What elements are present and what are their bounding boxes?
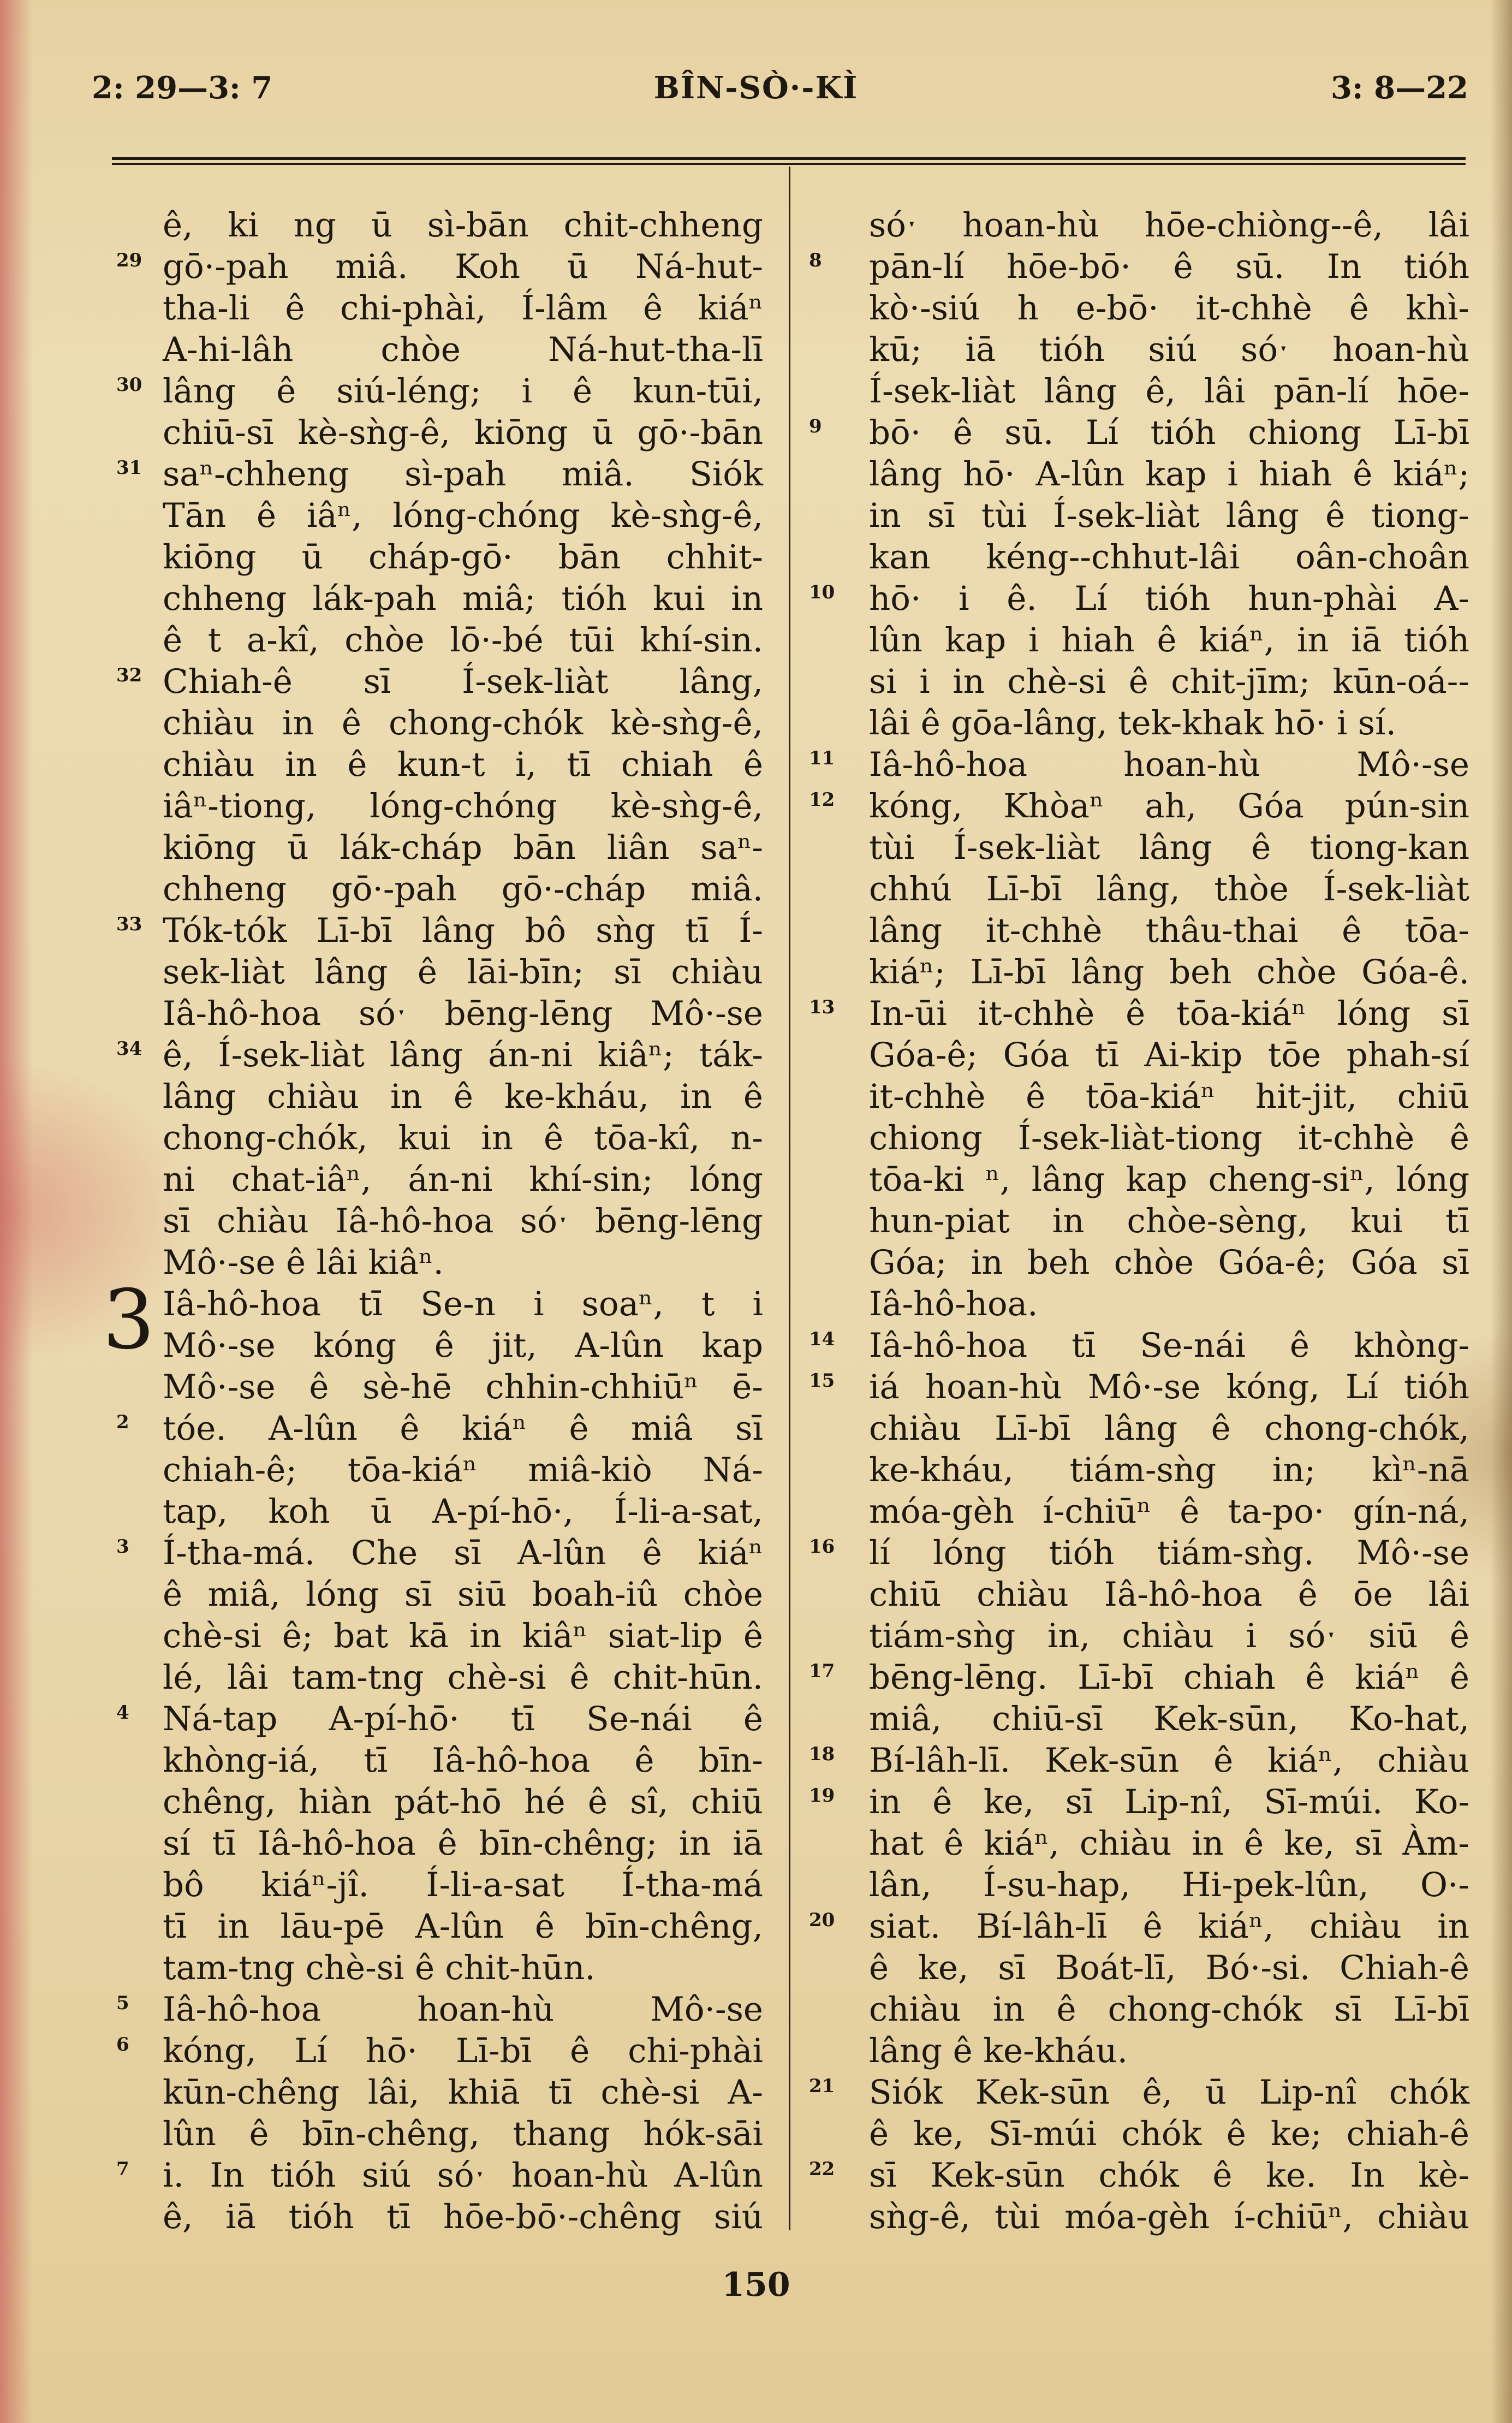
line-text: lâng hō· A-lûn kap i hiah ê kiáⁿ; (869, 455, 1469, 494)
line-text: saⁿ-chheng sì-pah miâ. Siók (163, 455, 763, 494)
text-line (809, 1657, 1469, 1699)
header-rule-thin (112, 163, 1466, 165)
line-text: kóng, Khòaⁿ ah, Góa pún-sin (869, 787, 1469, 826)
verse-number: 19 (809, 1785, 835, 1807)
line-text: ê t a-kî, chòe lō·-bé tūi khí-sin. (163, 621, 763, 660)
line-text: chêng, hiàn pát-hō hé ê sî, chiū (163, 1783, 763, 1821)
text-line (869, 952, 1469, 993)
page-number: 150 (722, 2266, 790, 2304)
text-line (869, 1823, 1469, 1864)
text-line (869, 371, 1469, 412)
line-text: Iâ-hô-hoa tī Se-nái ê khòng- (869, 1326, 1469, 1365)
line-text: kū; iā tióh siú sóˑ hoan-hù (869, 330, 1469, 369)
text-line (163, 620, 763, 661)
column-divider (789, 167, 790, 2230)
text-line (869, 2113, 1469, 2155)
verse-number: 12 (809, 789, 835, 811)
verse-number: 15 (809, 1370, 835, 1392)
left-text-column (103, 205, 763, 2238)
text-line (163, 1657, 763, 1699)
verse-number: 34 (116, 1038, 142, 1060)
text-line (869, 661, 1469, 703)
line-text: sí tī Iâ-hô-hoa ê bīn-chêng; in iā (163, 1824, 763, 1863)
line-text: kiáⁿ; Lī-bī lâng beh chòe Góa-ê. (869, 953, 1469, 991)
text-line (869, 1284, 1469, 1325)
line-text: lûn ê bīn-chêng, thang hók-sāi (163, 2115, 763, 2153)
verse-number: 18 (809, 1743, 835, 1765)
line-text: Í-tha-má. Che sī A-lûn ê kiáⁿ (163, 1534, 763, 1572)
verse-number: 9 (809, 415, 822, 437)
text-line (869, 288, 1469, 329)
verse-number: 21 (809, 2075, 835, 2097)
text-line (809, 1781, 1469, 1823)
text-line (163, 2072, 763, 2113)
text-line (163, 578, 763, 620)
line-text: chong-chók, kui in ê tōa-kî, n- (163, 1119, 763, 1157)
text-line (809, 1740, 1469, 1781)
line-text: kūn-chêng lâi, khiā tī chè-si A- (163, 2073, 763, 2112)
line-text: chiàu Lī-bī lâng ê chong-chók, (869, 1409, 1469, 1448)
header-right-range: 3: 8—22 (1330, 70, 1468, 106)
text-line (869, 1574, 1469, 1616)
verse-number: 10 (809, 581, 835, 603)
line-text: chiah-ê; tōa-kiáⁿ miâ-kiò Ná- (163, 1451, 763, 1489)
line-text: ê, iā tióh tī hōe-bō·-chêng siú (163, 2198, 763, 2236)
line-text: chheng lák-pah miâ; tióh kui in (163, 579, 763, 618)
text-line (116, 371, 763, 412)
text-line (163, 329, 763, 371)
line-text: kan kéng--chhut-lâi oân-choân (869, 538, 1469, 577)
text-line (163, 1864, 763, 1906)
text-line (116, 1989, 763, 2030)
line-text: bō· ê sū. Lí tióh chiong Lī-bī (869, 413, 1469, 452)
text-line (116, 1035, 763, 1076)
text-line (869, 1408, 1469, 1450)
line-text: chiàu in ê kun-t i, tī chiah ê (163, 745, 763, 784)
text-line (869, 1450, 1469, 1491)
text-line (869, 329, 1469, 371)
text-line (809, 993, 1469, 1035)
right-text-column (809, 205, 1469, 2238)
text-line (809, 1533, 1469, 1574)
text-line (163, 1491, 763, 1533)
text-line (163, 869, 763, 910)
text-line (869, 910, 1469, 952)
line-text: lé, lâi tam-tng chè-si ê chit-hūn. (163, 1658, 763, 1697)
header-book-title: BÎN-SÒ·-KÌ (653, 70, 859, 106)
line-text: khòng-iá, tī Iâ-hô-hoa ê bīn- (163, 1741, 763, 1780)
line-text: lí lóng tióh tiám-sǹg. Mô·-se (869, 1534, 1469, 1572)
text-line (869, 827, 1469, 869)
text-line (869, 1864, 1469, 1906)
text-line (116, 910, 763, 952)
verse-number: 13 (809, 996, 835, 1018)
line-text: Chiah-ê sī Í-sek-liàt lâng, (163, 662, 763, 701)
verse-number: 33 (116, 913, 142, 935)
line-text: siat. Bí-lâh-lī ê kiáⁿ, chiàu in (869, 1907, 1469, 1946)
line-text: in ê ke, sī Lip-nî, Sī-múi. Ko- (869, 1783, 1469, 1821)
line-text: Mô·-se ê lâi kiâⁿ. (163, 1243, 444, 1282)
text-line (869, 2196, 1469, 2238)
text-line (163, 827, 763, 869)
verse-number: 20 (809, 1909, 835, 1931)
verse-number: 6 (116, 2034, 129, 2056)
line-text: Bí-lâh-lī. Kek-sūn ê kiáⁿ, chiàu (869, 1741, 1469, 1780)
text-line (869, 1947, 1469, 1989)
text-line (809, 1367, 1469, 1408)
text-line (163, 412, 763, 454)
line-text: Góa-ê; Góa tī Ai-kip tōe phah-sí (869, 1036, 1469, 1074)
text-line (163, 1242, 763, 1284)
line-text: sǹg-ê, tùi móa-gèh í-chiūⁿ, chiàu (869, 2198, 1469, 2236)
verse-number: 7 (116, 2158, 129, 2180)
line-text: sī chiàu Iâ-hô-hoa sóˑ bēng-lēng (163, 1202, 763, 1240)
page-edge-shadow (1490, 0, 1512, 2423)
line-text: Tān ê iâⁿ, lóng-chóng kè-sǹg-ê, (163, 496, 763, 535)
text-line (163, 2113, 763, 2155)
text-line (163, 495, 763, 537)
line-text: chè-si ê; bat kā in kiâⁿ siat-lip ê (163, 1617, 763, 1655)
line-text: tap, koh ū A-pí-hō·, Í-li-a-sat, (163, 1492, 763, 1531)
header-rule-thick (112, 157, 1466, 160)
text-line (869, 2030, 1469, 2072)
text-line (116, 1699, 763, 1740)
line-text: tōa-ki ⁿ, lâng kap cheng-siⁿ, lóng (869, 1160, 1469, 1199)
line-text: Iâ-hô-hoa tī Se-n i soaⁿ, t i (163, 1285, 763, 1323)
line-text: lâng chiàu in ê ke-kháu, in ê (163, 1077, 763, 1116)
chapter-number: 3 (103, 1273, 155, 1368)
verse-number: 31 (116, 457, 142, 479)
verse-number: 5 (116, 1992, 129, 2014)
text-line (869, 1159, 1469, 1201)
text-line (163, 1325, 763, 1367)
verse-number: 3 (116, 1536, 129, 1558)
text-line (869, 454, 1469, 495)
verse-number: 11 (809, 747, 835, 769)
verse-number: 32 (116, 664, 142, 686)
text-line (116, 661, 763, 703)
line-text: Siók Kek-sūn ê, ū Lip-nî chók (869, 2073, 1469, 2112)
line-text: Mô·-se ê sè-hē chhin-chhiūⁿ ē- (163, 1368, 763, 1406)
text-line (163, 744, 763, 786)
line-text: ni chat-iâⁿ, án-ni khí-sin; lóng (163, 1160, 763, 1199)
text-line (163, 1947, 763, 1989)
line-text: chiàu in ê chong-chók sī Lī-bī (869, 1990, 1469, 2029)
line-text: bēng-lēng. Lī-bī chiah ê kiáⁿ ê (869, 1658, 1469, 1697)
line-text: Tók-tók Lī-bī lâng bô sǹg tī Í- (163, 911, 763, 950)
page-edge-stain (0, 0, 33, 2423)
verse-number: 2 (116, 1411, 129, 1433)
text-line (163, 1367, 763, 1408)
verse-number: 22 (809, 2158, 835, 2180)
text-line (163, 205, 763, 246)
verse-number: 4 (116, 1702, 129, 1724)
line-text: lâng ê ke-kháu. (869, 2032, 1128, 2070)
line-text: Iâ-hô-hoa. (869, 1285, 1038, 1323)
text-line (163, 288, 763, 329)
line-text: tha-li ê chi-phài, Í-lâm ê kiáⁿ (163, 289, 763, 328)
line-text: tóe. A-lûn ê kiáⁿ ê miâ sī (163, 1409, 763, 1448)
text-line (163, 1118, 763, 1159)
text-line (869, 495, 1469, 537)
header-left-range: 2: 29—3: 7 (92, 70, 273, 106)
line-text: Iâ-hô-hoa sóˑ bēng-lēng Mô·-se (163, 994, 763, 1033)
verse-number: 17 (809, 1660, 835, 1682)
text-line (809, 578, 1469, 620)
line-text: i. In tióh siú sóˑ hoan-hù A-lûn (163, 2156, 763, 2195)
text-line (869, 1989, 1469, 2030)
line-text: in sī tùi Í-sek-liàt lâng ê tiong- (869, 496, 1469, 535)
line-text: A-hi-lâh chòe Ná-hut-tha-lī (163, 330, 763, 369)
line-text: pān-lí hōe-bō· ê sū. In tióh (869, 247, 1469, 286)
text-line (809, 2072, 1469, 2113)
line-text: sóˑ hoan-hù hōe-chiòng--ê, lâi (869, 206, 1469, 245)
line-text: kiōng ū cháp-gō· bān chhit- (163, 538, 763, 577)
verse-number: 14 (809, 1328, 835, 1350)
line-text: chiū-sī kè-sǹg-ê, kiōng ū gō·-bān (163, 413, 763, 452)
line-text: lâi ê gōa-lâng, tek-khak hō· i sí. (869, 704, 1396, 743)
text-line (809, 1325, 1469, 1367)
text-line (163, 2196, 763, 2238)
line-text: ke-kháu, tiám-sǹg in; kìⁿ-nā (869, 1451, 1469, 1489)
verse-number: 29 (116, 250, 142, 271)
line-text: ê, Í-sek-liàt lâng án-ni kiâⁿ; ták- (163, 1036, 763, 1074)
line-text: ê, ki ng ū sì-bān chit-chheng (163, 206, 763, 245)
text-line (869, 1616, 1469, 1657)
text-line (809, 744, 1469, 786)
text-line (869, 205, 1469, 246)
text-line (809, 2155, 1469, 2196)
text-line (869, 1242, 1469, 1284)
text-line (869, 1076, 1469, 1118)
line-text: tī in lāu-pē A-lûn ê bīn-chêng, (163, 1907, 763, 1946)
text-line (163, 952, 763, 993)
line-text: In-ūi it-chhè ê tōa-kiáⁿ lóng sī (869, 994, 1469, 1033)
text-line (163, 1076, 763, 1118)
line-text: iá hoan-hù Mô·-se kóng, Lí tióh (869, 1368, 1469, 1406)
text-line (116, 2030, 763, 2072)
text-line (869, 1699, 1469, 1740)
line-text: Iâ-hô-hoa hoan-hù Mô·-se (869, 745, 1469, 784)
line-text: Iâ-hô-hoa hoan-hù Mô·-se (163, 1990, 763, 2029)
text-line (163, 1159, 763, 1201)
text-line (809, 786, 1469, 827)
line-text: kò·-siú h e-bō· it-chhè ê khì- (869, 289, 1469, 328)
text-line (869, 1491, 1469, 1533)
line-text: chheng gō·-pah gō·-cháp miâ. (163, 870, 763, 908)
text-line (163, 786, 763, 827)
text-line (869, 620, 1469, 661)
line-text: Mô·-se kóng ê jit, A-lûn kap (163, 1326, 763, 1365)
text-line (809, 1906, 1469, 1947)
line-text: si i in chè-si ê chit-jīm; kūn-oá-- (869, 662, 1469, 701)
verse-number: 30 (116, 374, 142, 396)
line-text: chiong Í-sek-liàt-tiong it-chhè ê (869, 1119, 1469, 1157)
line-text: bô kiáⁿ-jî. Í-li-a-sat Í-tha-má (163, 1866, 763, 1904)
line-text: ê ke, Sī-múi chók ê ke; chiah-ê (869, 2115, 1469, 2153)
line-text: it-chhè ê tōa-kiáⁿ hit-jit, chiū (869, 1077, 1469, 1116)
text-line (869, 1035, 1469, 1076)
text-line (116, 246, 763, 288)
line-text: iâⁿ-tiong, lóng-chóng kè-sǹg-ê, (163, 787, 763, 826)
line-text: kiōng ū lák-cháp bān liân saⁿ- (163, 828, 763, 867)
text-line (869, 1118, 1469, 1159)
line-text: tam-tng chè-si ê chit-hūn. (163, 1949, 596, 1987)
text-line (869, 1201, 1469, 1242)
text-line (869, 537, 1469, 578)
line-text: chiū chiàu Iâ-hô-hoa ê ōe lâi (869, 1575, 1469, 1614)
line-text: gō·-pah miâ. Koh ū Ná-hut- (163, 247, 763, 286)
text-line (809, 412, 1469, 454)
text-line (163, 1740, 763, 1781)
line-text: ê miâ, lóng sī siū boah-iû chòe (163, 1575, 763, 1614)
line-text: miâ, chiū-sī Kek-sūn, Ko-hat, (869, 1700, 1469, 1738)
text-line (116, 2155, 763, 2196)
text-line (116, 1533, 763, 1574)
text-line (869, 703, 1469, 744)
text-line (163, 993, 763, 1035)
line-text: lân, Í-su-hap, Hi-pek-lûn, O·- (869, 1866, 1469, 1904)
verse-number: 16 (809, 1536, 835, 1558)
line-text: tiám-sǹg in, chiàu i sóˑ siū ê (869, 1617, 1469, 1655)
line-text: ê ke, sī Boát-lī, Bó·-si. Chiah-ê (869, 1949, 1469, 1987)
text-line (809, 246, 1469, 288)
text-line (163, 1574, 763, 1616)
line-text: chiàu in ê chong-chók kè-sǹg-ê, (163, 704, 763, 743)
text-line (163, 1201, 763, 1242)
line-text: sek-liàt lâng ê lāi-bīn; sī chiàu (163, 953, 763, 991)
text-line (163, 1781, 763, 1823)
line-text: hat ê kiáⁿ, chiàu in ê ke, sī Àm- (869, 1824, 1469, 1863)
line-text: chhú Lī-bī lâng, thòe Í-sek-liàt (869, 870, 1469, 908)
line-text: tùi Í-sek-liàt lâng ê tiong-kan (869, 828, 1469, 867)
text-line (116, 454, 763, 495)
text-line (163, 1616, 763, 1657)
text-line (163, 537, 763, 578)
line-text: Í-sek-liàt lâng ê, lâi pān-lí hōe- (869, 372, 1469, 411)
text-line (869, 869, 1469, 910)
running-header (0, 70, 1512, 114)
line-text: hō· i ê. Lí tióh hun-phài A- (869, 579, 1469, 618)
text-line (163, 1450, 763, 1491)
line-text: lâng ê siú-léng; i ê kun-tūi, (163, 372, 763, 411)
line-text: hun-piat in chòe-sèng, kui tī (869, 1202, 1469, 1240)
line-text: sī Kek-sūn chók ê ke. In kè- (869, 2156, 1469, 2195)
line-text: Góa; in beh chòe Góa-ê; Góa sī (869, 1243, 1469, 1282)
line-text: kóng, Lí hō· Lī-bī ê chi-phài (163, 2032, 763, 2070)
verse-number: 8 (809, 250, 822, 271)
line-text: Ná-tap A-pí-hō· tī Se-nái ê (163, 1700, 763, 1738)
text-line (163, 703, 763, 744)
line-text: lâng it-chhè thâu-thai ê tōa- (869, 911, 1469, 950)
text-line (163, 1906, 763, 1947)
text-line (116, 1408, 763, 1450)
text-line (163, 1823, 763, 1864)
line-text: lûn kap i hiah ê kiáⁿ, in iā tióh (869, 621, 1469, 660)
line-text: móa-gèh í-chiūⁿ ê ta-po· gín-ná, (869, 1492, 1469, 1531)
